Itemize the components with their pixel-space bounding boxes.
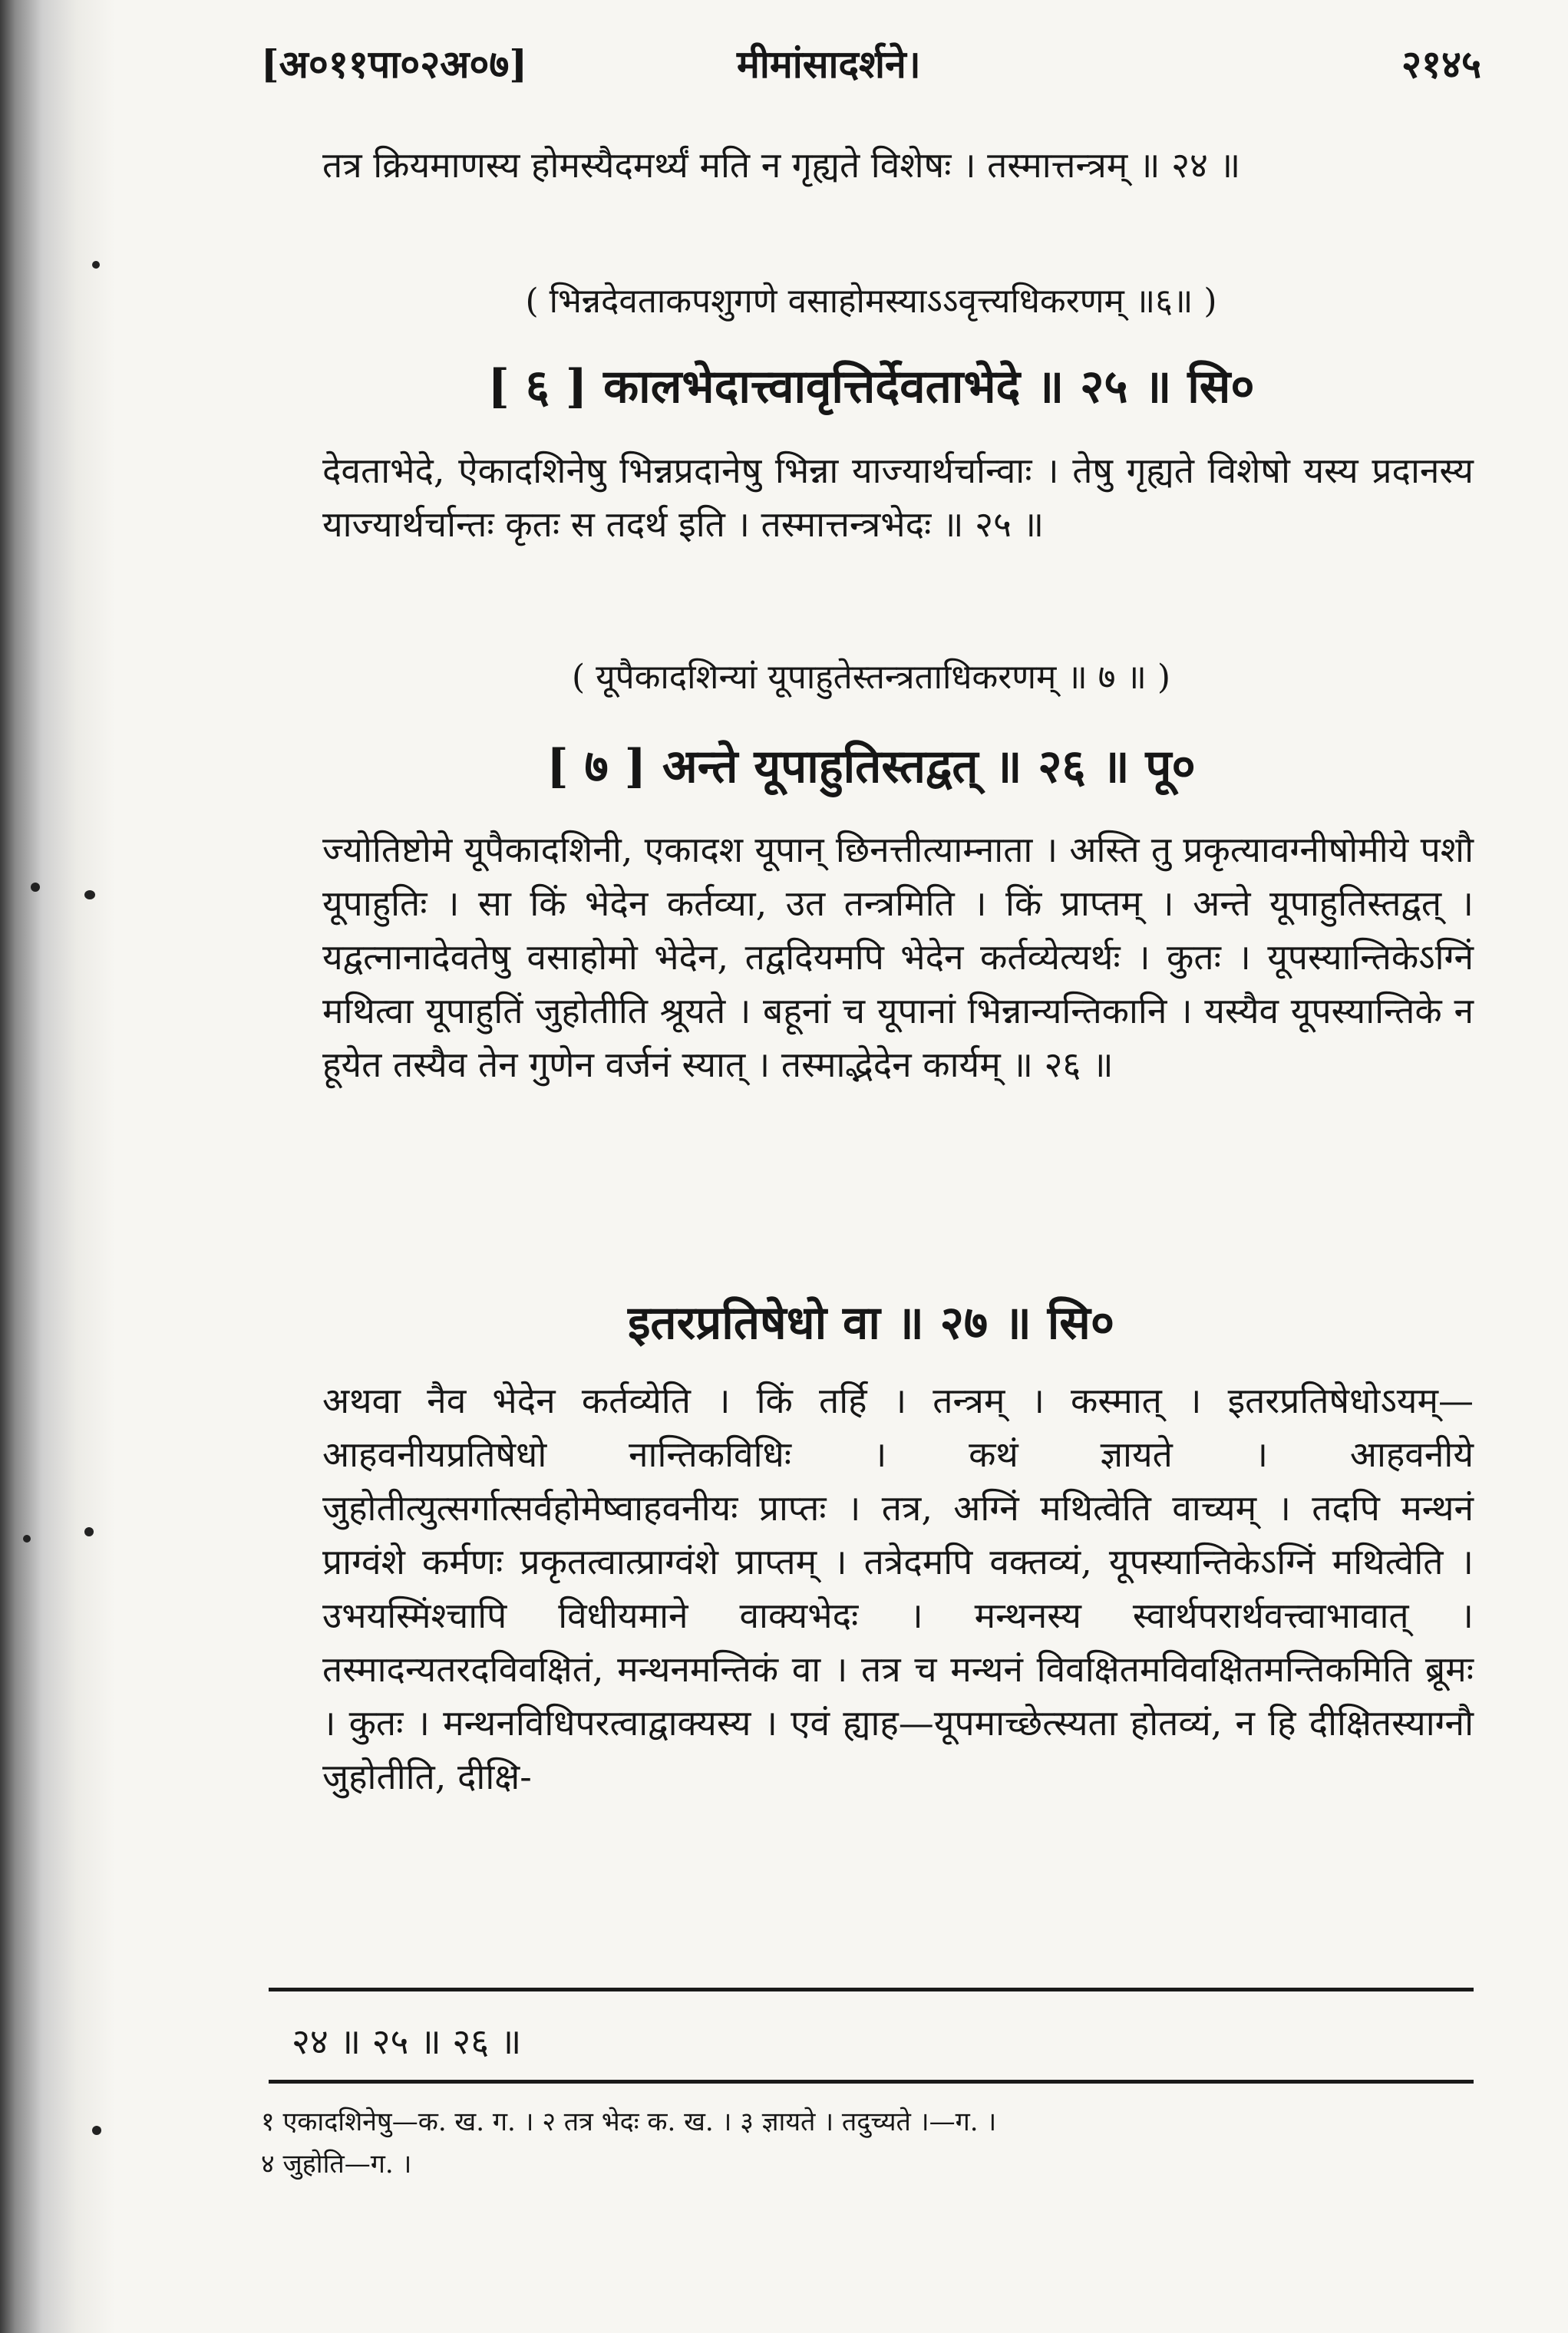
adhikarana-heading-6: ( भिन्नदेवताकपशुगणे वसाहोमस्याऽऽवृत्त्यधिकरणम् ॥६॥ ) <box>525 282 1217 321</box>
adhikarana-heading-7: ( यूपैकादशिन्यां यूपाहुतेस्तन्त्रताधिकरणम् ॥ ७ ॥ ) <box>571 658 1171 697</box>
paragraph-4: अथवा नैव भेदेन कर्तव्येति । किं तर्हि । तन्त्रम् । कस्मात् । इतरप्रतिषेधोऽयम्—आहवनीयप्रतिषेधो नान्तिकविधिः । कथं ज्ञायते । आहवनीये जुहोतीत्युत्सर्गात्सर्वहोमेष्वाहवनीयः प्राप्तः । तत्र, अग्निं मथित्वेति वाच्यम् । तदपि मन्थनं प्राग्वंशे कर्मणः प्रकृतत्वात्प्राग्वंशे प्राप्तम् । तत्रेदमपि वक्तव्यं, यूपस्यान्तिकेऽग्निं मथित्वेति । उभयस्मिंश्चापि विधीयमाने वाक्यभेदः । मन्थनस्य स्वार्थपरार्थवत्त्वाभावात् । तस्मादन्यतरदविवक्षितं, मन्थनमन्तिकं वा । तत्र च मन्थनं विवक्षितमविवक्षितमन्तिकमिति ब्रूमः । कुतः । मन्थनविधिपरत्वाद्वाक्यस्य । एवं ह्याह—यूपमाच्छेत्स्यता होतव्यं, न हि दीक्षितस्याग्नौ जुहोतीति, दीक्षि- <box>322 1380 1474 1797</box>
book-title: मीमांसादर्शने। <box>737 41 921 87</box>
ink-speck <box>23 1535 31 1543</box>
ink-speck <box>92 261 100 269</box>
section-reference: [अ०११पा०२अ०७] <box>261 41 528 87</box>
footnote-rule-top <box>269 1988 1474 1991</box>
footnote-line-1: १ एकादशिनेषु—क. ख. ग. । २ तत्र भेदः क. ख. । ३ ज्ञायते । तदुच्यते ।—ग. । <box>261 2107 997 2137</box>
ink-speck <box>31 883 40 892</box>
paragraph-2: देवताभेदे, ऐकादशिनेषु भिन्नप्रदानेषु भिन्ना याज्यार्थर्चान्वाः । तेषु गृह्यते विशेषो यस्य प्रदानस्य याज्यार्थर्चान्तः कृतः स तदर्थ इति । तस्मात्तन्त्रभेदः ॥ २५ ॥ <box>322 450 1474 545</box>
ink-speck <box>84 1527 94 1536</box>
footnote-line-2: ४ जुहोति—ग. । <box>261 2149 412 2180</box>
paragraph-1: तत्र क्रियमाणस्य होमस्यैदमर्थ्यं मति न गृह्यते विशेषः । तस्मात्तन्त्रम् ॥ २४ ॥ <box>322 144 1241 186</box>
sutra-25: [ ६ ] कालभेदात्त्वावृत्तिर्देवताभेदे ॥ २५ ॥ सि० <box>487 360 1255 414</box>
paragraph-3: ज्योतिष्टोमे यूपैकादशिनी, एकादश यूपान् छिनत्तीत्याम्नाता । अस्ति तु प्रकृत्यावग्नीषोमीये पशौ यूपाहुतिः । सा किं भेदेन कर्तव्या, उत तन्त्रमिति । किं प्राप्तम् । अन्ते यूपाहुतिस्तद्वत् । यद्वत्नानादेवतेषु वसाहोमो भेदेन, तद्वदियमपि भेदेन कर्तव्येत्यर्थः । कुतः । यूपस्यान्तिकेऽग्निं मथित्वा यूपाहुतिं जुहोतीति श्रूयते । बहूनां च यूपानां भिन्नान्यन्तिकानि । यस्यैव यूपस्यान्तिके न हूयेत तस्यैव तेन गुणेन वर्जनं स्यात् । तस्माद्भेदेन कार्यम् ॥ २६ ॥ <box>322 829 1474 1085</box>
footnote-rule-bottom <box>269 2080 1474 2084</box>
running-header <box>261 37 1481 106</box>
ink-speck <box>84 890 95 899</box>
sutra-27: इतरप्रतिषेधो वा ॥ २७ ॥ सि० <box>627 1296 1115 1350</box>
page-number: २१४५ <box>1401 41 1481 87</box>
scanned-page-edge <box>0 0 115 2333</box>
ink-speck <box>92 2126 101 2135</box>
footnote-sutra-numbers: २४ ॥ २५ ॥ २६ ॥ <box>292 2021 522 2062</box>
sutra-26: [ ७ ] अन्ते यूपाहुतिस्तद्वत् ॥ २६ ॥ पू० <box>546 740 1196 794</box>
